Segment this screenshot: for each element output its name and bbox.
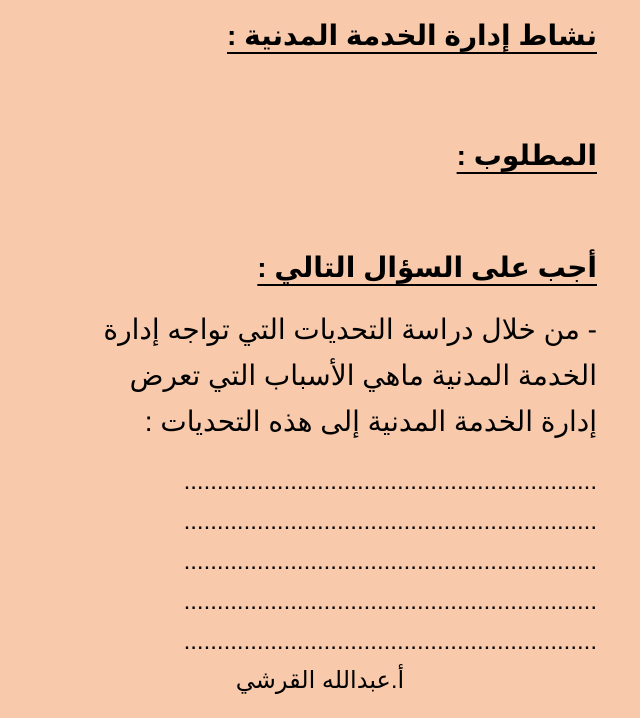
question-text — [37, 307, 597, 445]
answer-line-2: .............................................................. — [183, 508, 597, 535]
answer-lines — [43, 462, 597, 662]
answer-line-4: .............................................................. — [183, 588, 597, 615]
answer-line-1: .............................................................. — [183, 468, 597, 495]
answer-question-heading: أجب على السؤال التالي : — [257, 252, 597, 283]
answer-line-3: .............................................................. — [183, 548, 597, 575]
answer-line-5: .............................................................. — [183, 628, 597, 655]
required-label: المطلوب : — [456, 140, 597, 171]
worksheet-title: نشاط إدارة الخدمة المدنية : — [226, 20, 597, 51]
teacher-signature: أ.عبدالله القرشي — [235, 667, 405, 694]
question-line-2: الخدمة المدنية ماهي الأسباب التي تعرض — [129, 360, 597, 391]
question-line-1: - من خلال دراسة التحديات التي تواجه إدارة — [103, 314, 597, 345]
question-line-3: إدارة الخدمة المدنية إلى هذه التحديات : — [144, 406, 597, 437]
